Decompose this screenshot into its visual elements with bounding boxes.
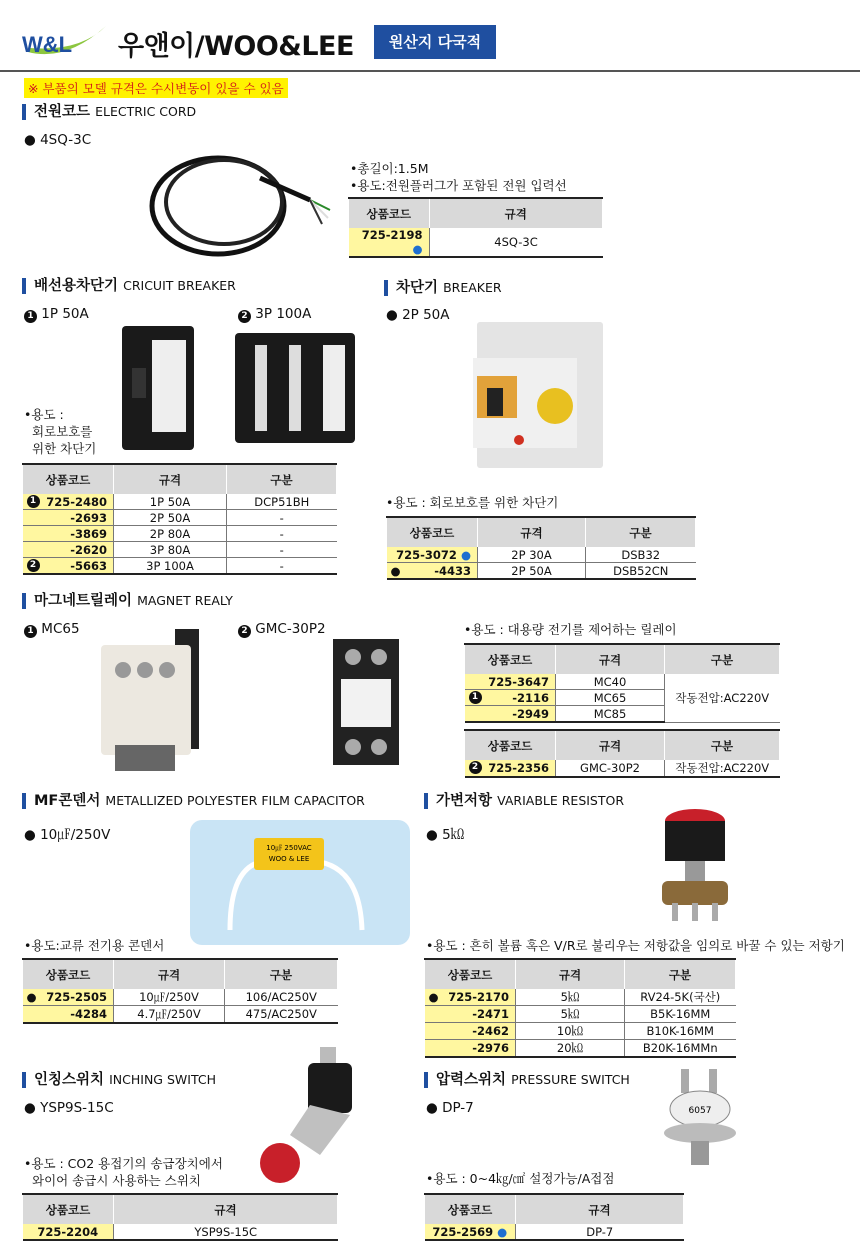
capacitor-note: •용도:교류 전기용 콘덴서: [24, 938, 165, 953]
product-code: 1 725-2480: [23, 494, 114, 510]
note-line: •용도 : CO2 용접기의 송급장치에서: [24, 1156, 223, 1171]
relay-table-1: [464, 643, 780, 723]
section-variable-resistor: [424, 793, 624, 809]
model-label-1: 1 1P 50A: [24, 306, 89, 323]
model-label-2: 2 GMC-30P2: [238, 621, 326, 638]
product-code: ● -4433: [387, 563, 478, 580]
relay-mc65-photo: [95, 625, 205, 775]
th-spec: 규격: [516, 959, 625, 989]
table-row: [23, 494, 337, 510]
section-title-ko: 가변저항: [436, 793, 493, 809]
table-row: [425, 1040, 736, 1058]
product-code: -2976: [425, 1040, 516, 1058]
product-code: -2693: [23, 510, 114, 526]
spec-cell: 5㏀: [516, 989, 625, 1006]
type-cell: RV24-5K(국산): [625, 989, 736, 1006]
section-circuit-breaker: [22, 278, 236, 294]
th-code: 상품코드: [465, 730, 556, 760]
note-line: 위한 차단기: [32, 441, 97, 456]
origin-badge: 원산지 다국적: [374, 25, 496, 59]
spec-cell: 5㏀: [516, 1006, 625, 1023]
model-label: ● 10㎌/250V: [24, 827, 111, 843]
spec-cell: 10㏀: [516, 1023, 625, 1040]
model-label: ● 4SQ-3C: [24, 132, 92, 148]
breaker-table: [386, 516, 696, 580]
spec-cell: 10㎌/250V: [114, 989, 225, 1006]
product-code: -3869: [23, 526, 114, 542]
th-spec: 규격: [114, 1194, 338, 1224]
notice-banner: ※ 부품의 모델 규격은 수시변동이 있을 수 있음: [24, 78, 288, 98]
section-title-en: ELECTRIC CORD: [95, 104, 197, 119]
note-length: •총길이:1.5M: [350, 161, 429, 176]
table-row: [425, 1023, 736, 1040]
pressure-switch-photo: [655, 1065, 745, 1170]
spec-cell: MC65: [556, 690, 665, 706]
table-row: [425, 1224, 684, 1240]
th-code: 상품코드: [425, 1194, 516, 1224]
section-title-ko: 인칭스위치: [34, 1072, 105, 1088]
section-title-ko: 마그네트릴레이: [34, 593, 133, 609]
th-code: 상품코드: [465, 644, 556, 674]
type-cell: B20K-16MMn: [625, 1040, 736, 1058]
product-code: 725-3647: [465, 674, 556, 690]
table-row: [23, 989, 338, 1006]
product-code: ● 725-2170: [425, 989, 516, 1006]
section-title-en: MAGNET REALY: [137, 593, 233, 608]
section-inching-switch: [22, 1072, 216, 1088]
product-code: 725-2569 ●: [425, 1224, 516, 1240]
th-spec: 규격: [114, 464, 227, 494]
section-magnet-relay: [22, 593, 233, 609]
cord-table: [348, 197, 603, 258]
th-spec: 규격: [556, 644, 665, 674]
section-electric-cord: [22, 104, 196, 120]
model-label: ● 2P 50A: [386, 307, 450, 323]
section-title-en: CRICUIT BREAKER: [123, 278, 236, 293]
header-divider: [0, 70, 860, 72]
cord-notes: [350, 160, 567, 194]
product-code: 1 -2116: [465, 690, 556, 706]
table-row: [425, 989, 736, 1006]
type-cell: 작동전압:AC220V: [665, 760, 780, 777]
table-row: [23, 1224, 338, 1240]
spec-cell: MC85: [556, 706, 665, 723]
cord-photo: [140, 128, 340, 268]
th-type: 구분: [625, 959, 736, 989]
inching-switch-photo: [250, 1045, 370, 1185]
pressure-table: [424, 1193, 684, 1241]
section-title-ko: 배선용차단기: [34, 278, 119, 294]
spec-cell: 3P 100A: [114, 558, 227, 575]
relay-table-2: [464, 729, 780, 778]
th-spec: 규격: [429, 198, 603, 228]
woolee-logo: [20, 22, 112, 62]
spec-cell: 3P 80A: [114, 542, 227, 558]
pressure-note: •용도 : 0~4㎏/㎠ 설정가능/A접점: [426, 1171, 615, 1186]
spec-cell: MC40: [556, 674, 665, 690]
table-row: [23, 526, 337, 542]
section-title-ko: 전원코드: [34, 104, 91, 120]
type-cell: 작동전압:AC220V: [665, 674, 780, 722]
product-code: ● 725-2505: [23, 989, 114, 1006]
model-label-1: 1 MC65: [24, 621, 80, 638]
type-cell: -: [227, 542, 337, 558]
product-code: -2620: [23, 542, 114, 558]
spec-cell: 4.7㎌/250V: [114, 1006, 225, 1024]
th-spec: 규격: [556, 730, 665, 760]
table-row: [425, 1006, 736, 1023]
type-cell: 106/AC250V: [225, 989, 338, 1006]
product-code: 725-2198 ●: [349, 228, 430, 257]
breaker-note: •용도 : 회로보호를 위한 차단기: [386, 495, 559, 510]
note-line: 회로보호를: [32, 424, 93, 439]
section-title-ko: 압력스위치: [436, 1072, 507, 1088]
type-cell: -: [227, 510, 337, 526]
product-code: -2471: [425, 1006, 516, 1023]
svg-text:W&L: W&L: [22, 32, 73, 57]
relay-note: •용도 : 대용량 전기를 제어하는 릴레이: [464, 622, 677, 637]
product-code: -2949: [465, 706, 556, 723]
model-label: ● DP-7: [426, 1100, 474, 1116]
spec-cell: 1P 50A: [114, 494, 227, 510]
cb-note: [24, 406, 96, 457]
table-row: [23, 558, 337, 575]
spec-cell: 2P 30A: [478, 547, 586, 563]
th-type: 구분: [665, 644, 780, 674]
breaker-3p-photo: [225, 325, 365, 450]
th-code: 상품코드: [23, 959, 114, 989]
th-code: 상품코드: [23, 1194, 114, 1224]
table-row: [23, 510, 337, 526]
svg-text:10㎌ 250VAC: 10㎌ 250VAC: [266, 844, 312, 852]
section-breaker: [384, 280, 502, 296]
th-type: 구분: [227, 464, 337, 494]
model-label: ● 5㏀: [426, 827, 465, 843]
spec-cell: 2P 50A: [114, 510, 227, 526]
relay-gmc-photo: [325, 635, 405, 770]
type-cell: B10K-16MM: [625, 1023, 736, 1040]
th-code: 상품코드: [23, 464, 114, 494]
capacitor-photo: [190, 820, 410, 945]
note-line: •용도 :: [24, 407, 64, 422]
th-spec: 규격: [114, 959, 225, 989]
breaker-1p-photo: [110, 318, 210, 458]
th-code: 상품코드: [425, 959, 516, 989]
capacitor-table: [22, 958, 338, 1024]
resistor-note: •용도 : 흔히 볼륨 혹은 V/R로 불리우는 저항값을 임의로 바꿀 수 있는 저항기: [426, 938, 845, 953]
section-title-ko: 차단기: [396, 280, 439, 296]
model-label-2: 2 3P 100A: [238, 306, 311, 323]
type-cell: DSB32: [586, 547, 696, 563]
spec-cell: DP-7: [516, 1224, 684, 1240]
note-line: 와이어 송급시 사용하는 스위치: [32, 1173, 201, 1188]
table-row: [23, 542, 337, 558]
th-spec: 규격: [478, 517, 586, 547]
th-type: 구분: [665, 730, 780, 760]
spec-cell: YSP9S-15C: [114, 1224, 338, 1240]
section-title-ko: MF콘덴서: [34, 793, 101, 809]
th-spec: 규격: [516, 1194, 684, 1224]
section-mf-capacitor: [22, 793, 365, 809]
note-usage: •용도:전원플러그가 포함된 전원 입력선: [350, 178, 567, 193]
svg-text:6057: 6057: [688, 1106, 712, 1116]
th-code: 상품코드: [387, 517, 478, 547]
spec-cell: 2P 50A: [478, 563, 586, 580]
model-label: ● YSP9S-15C: [24, 1100, 114, 1116]
brand-title: 우앤이/WOO&LEE: [118, 31, 354, 62]
type-cell: -: [227, 526, 337, 542]
product-code: 2 -5663: [23, 558, 114, 575]
table-row: [387, 563, 696, 580]
spec-cell: 4SQ-3C: [429, 228, 603, 257]
section-title-en: VARIABLE RESISTOR: [497, 793, 625, 808]
product-code: -2462: [425, 1023, 516, 1040]
spec-cell: 20㏀: [516, 1040, 625, 1058]
table-row: [349, 228, 603, 257]
type-cell: -: [227, 558, 337, 575]
spec-cell: GMC-30P2: [556, 760, 665, 777]
th-type: 구분: [586, 517, 696, 547]
section-title-en: PRESSURE SWITCH: [511, 1072, 630, 1087]
spec-cell: 2P 80A: [114, 526, 227, 542]
type-cell: 475/AC250V: [225, 1006, 338, 1024]
table-row: [387, 547, 696, 563]
product-code: 2 725-2356: [465, 760, 556, 777]
type-cell: B5K-16MM: [625, 1006, 736, 1023]
section-pressure-switch: [424, 1072, 630, 1088]
table-row: [465, 760, 780, 777]
type-cell: DCP51BH: [227, 494, 337, 510]
section-title-en: INCHING SWITCH: [109, 1072, 216, 1087]
breaker-photo: [465, 318, 605, 478]
th-code: 상품코드: [349, 198, 430, 228]
inching-table: [22, 1193, 338, 1241]
product-code: -4284: [23, 1006, 114, 1024]
type-cell: DSB52CN: [586, 563, 696, 580]
svg-text:WOO & LEE: WOO & LEE: [268, 855, 310, 863]
resistor-table: [424, 958, 736, 1058]
product-code: 725-2204: [23, 1224, 114, 1240]
section-title-en: METALLIZED POLYESTER FILM CAPACITOR: [105, 793, 365, 808]
table-row: [23, 1006, 338, 1024]
inching-note: [24, 1155, 223, 1189]
product-code: 725-3072 ●: [387, 547, 478, 563]
circuit-breaker-table: [22, 463, 337, 575]
variable-resistor-photo: [650, 805, 760, 930]
section-title-en: BREAKER: [443, 280, 502, 295]
th-type: 구분: [225, 959, 338, 989]
table-row: [465, 674, 780, 690]
